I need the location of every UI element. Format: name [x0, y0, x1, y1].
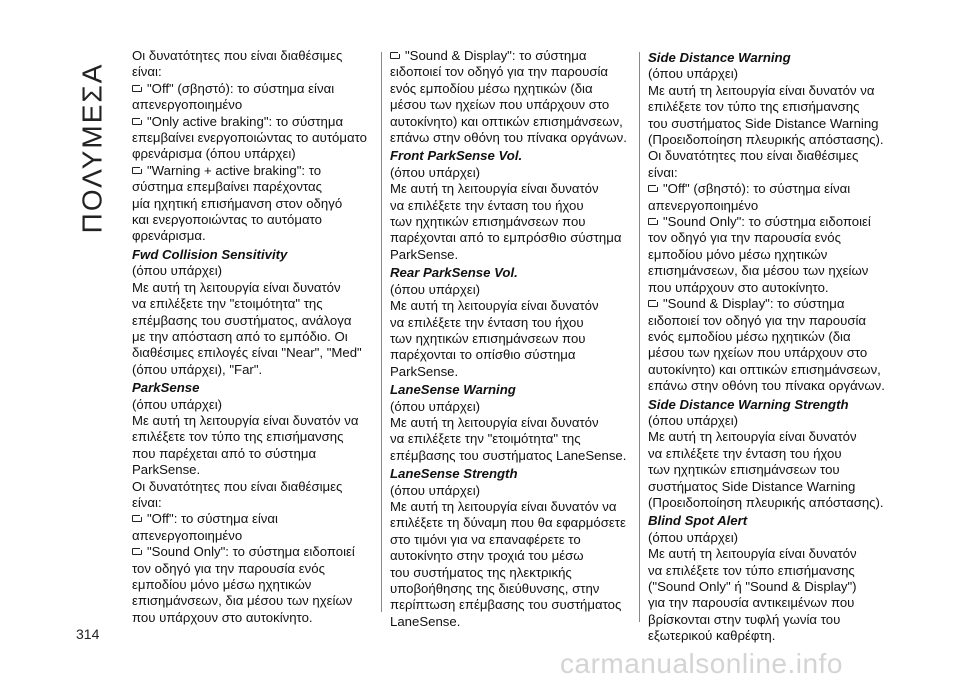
- text-line: (όπου υπάρχει), "Far".: [132, 361, 263, 377]
- text-line: για την παρουσία αντικειμένων που: [648, 595, 855, 611]
- checkbox-icon: [390, 52, 400, 59]
- heading-fwd-collision-sensitivity: Fwd Collision Sensitivity: [132, 246, 288, 262]
- text-line: που υπάρχουν στο αυτοκίνητο.: [648, 279, 829, 295]
- text-line: βρίσκονται στην τυφλή γωνία του: [648, 611, 841, 627]
- checkbox-icon: [132, 548, 142, 555]
- text-line: ειδοποιεί τον οδηγό για την παρουσία: [648, 312, 867, 328]
- text-line: είναι:: [648, 164, 678, 180]
- text-line: επιλέξετε τη δύναμη που θα εφαρμόσετε: [390, 515, 626, 531]
- text-line: να επιλέξετε την "ετοιμότητα" της: [390, 431, 581, 447]
- text-line: συστήματος Side Distance Warning: [648, 478, 856, 494]
- text-line: επέμβασης του συστήματος, ανάλογα: [132, 312, 352, 328]
- text-line: Με αυτή τη λειτουργία είναι δυνατόν: [648, 546, 857, 562]
- heading-front-parksense-vol: Front ParkSense Vol.: [390, 148, 523, 164]
- text-line: (όπου υπάρχει): [648, 66, 739, 82]
- heading-parksense: ParkSense: [132, 380, 200, 396]
- watermark: carmanualsonline.info: [560, 648, 843, 679]
- text-line: Με αυτή τη λειτουργία είναι δυνατόν να: [390, 498, 617, 514]
- text-line: εμποδίου μόνο μέσω ηχητικών: [132, 577, 312, 592]
- text-line: επάνω στην οθόνη του πίνακα οργάνων.: [390, 130, 627, 146]
- text-line: σύστημα επεμβαίνει παρέχοντας: [132, 179, 322, 195]
- text-line: του συστήματος Side Distance Warning: [648, 115, 879, 131]
- text-line: (όπου υπάρχει): [132, 263, 223, 279]
- text-line: ParkSense.: [390, 246, 459, 262]
- text-line: (όπου υπάρχει): [648, 412, 739, 428]
- option-off: "Off" (σβηστό): το σύστημα είναι: [132, 81, 382, 97]
- text-line: επιλέξετε τον τύπο της επισήμανσης: [648, 99, 860, 115]
- checkbox-icon: [648, 300, 658, 307]
- text-line: (όπου υπάρχει): [132, 396, 223, 412]
- option-only-active-braking: "Only active braking": το σύστημα: [132, 114, 382, 130]
- text-line: επάνω στην οθόνη του πίνακα οργάνων.: [648, 378, 885, 394]
- page-number: 314: [76, 626, 100, 642]
- text-line: απενεργοποιημένο: [648, 197, 759, 213]
- text-line: να επιλέξετε την ένταση του ήχου: [648, 445, 842, 461]
- text-line: Οι δυνατότητες που είναι διαθέσιμες: [648, 148, 859, 164]
- text-line: αυτοκίνητο στην τροχιά του μέσω: [390, 548, 584, 564]
- text-line: να επιλέξετε τον τύπο επισήμανσης: [648, 562, 855, 578]
- text-line: Με αυτή τη λειτουργία είναι δυνατόν: [390, 414, 599, 430]
- text-line: επισημάνσεων, δια μέσου των ηχείων: [648, 263, 869, 279]
- text-line: (Προειδοποίηση πλευρικής απόστασης).: [648, 494, 884, 510]
- text-line: απενεργοποιημένο: [132, 527, 243, 543]
- text-line: (όπου υπάρχει): [648, 529, 739, 545]
- checkbox-icon: [648, 185, 658, 192]
- text-line: αυτοκίνητο) και οπτικών επισημάνσεων,: [390, 113, 623, 129]
- option-sound-display: "Sound & Display": το σύστημα: [648, 296, 898, 312]
- text-line: (Προειδοποίηση πλευρικής απόστασης).: [648, 132, 884, 148]
- checkbox-icon: [132, 118, 142, 125]
- text-line: τον οδηγό για την παρουσία ενός: [648, 230, 841, 246]
- text-line: ParkSense.: [390, 363, 459, 379]
- option-sound-only: "Sound Only": το σύστημα ειδοποιεί: [648, 214, 898, 230]
- option-off: "Off" (σβηστό): το σύστημα είναι: [648, 181, 898, 197]
- text-line: (όπου υπάρχει): [390, 164, 481, 180]
- text-line: ("Sound Only" ή "Sound & Display"): [648, 579, 857, 594]
- text-line: διαθέσιμες επιλογές είναι "Near", "Med": [132, 345, 362, 361]
- option-sound-display: "Sound & Display": το σύστημα: [390, 48, 640, 64]
- text-line: παρέχονται από το εμπρόσθιο σύστημα: [390, 230, 622, 246]
- text-line: να επιλέξετε την ένταση του ήχου: [390, 197, 584, 213]
- checkbox-icon: [648, 218, 658, 225]
- text-line: Με αυτή τη λειτουργία είναι δυνατόν: [390, 181, 599, 197]
- text-line: (όπου υπάρχει): [390, 398, 481, 414]
- text-line: παρέχονται το οπίσθιο σύστημα: [390, 347, 576, 363]
- text-line: είναι:: [132, 494, 162, 510]
- text-line: ενός εμποδίου μέσω ηχητικών (δια: [648, 328, 851, 344]
- text-line: αυτοκίνητο) και οπτικών επισημάνσεων,: [648, 361, 881, 377]
- text-line: μέσου των ηχείων που υπάρχουν στο: [390, 97, 610, 113]
- text-line: των ηχητικών επισημάνσεων του: [648, 462, 840, 478]
- text-line: να επιλέξετε την ένταση του ήχου: [390, 314, 584, 330]
- heading-side-distance-warning-strength: Side Distance Warning Strength: [648, 396, 849, 412]
- text-line: φρενάρισμα.: [132, 228, 206, 244]
- section-title: [72, 48, 112, 248]
- column-3: [648, 48, 898, 645]
- option-off: "Off": το σύστημα είναι: [132, 511, 382, 527]
- text-line: μέσου των ηχείων που υπάρχουν στο: [648, 345, 868, 361]
- text-line: επισημάνσεων, δια μέσου των ηχείων: [132, 593, 353, 609]
- text-line: των ηχητικών επισημάνσεων που: [390, 214, 586, 230]
- option-warning-active-braking: "Warning + active braking": το: [132, 163, 382, 179]
- section-title-text: ΠΟΛΥΜΕΣΑ: [76, 62, 107, 234]
- text-line: ειδοποιεί τον οδηγό για την παρουσία: [390, 64, 609, 80]
- text-line: να επιλέξετε την "ετοιμότητα" της: [132, 296, 323, 312]
- text-line: υποβοήθησης της διεύθυνσης, στην: [390, 581, 600, 596]
- heading-rear-parksense-vol: Rear ParkSense Vol.: [390, 265, 518, 281]
- text-line: επέμβασης του συστήματος LaneSense.: [390, 447, 627, 463]
- text-line: επεμβαίνει ενεργοποιώντας το αυτόματο: [132, 130, 367, 146]
- heading-lanesense-warning: LaneSense Warning: [390, 382, 516, 398]
- text-line: φρενάρισμα (όπου υπάρχει): [132, 146, 296, 162]
- text-line: με την απόσταση από το εμπόδιο. Οι: [132, 328, 348, 344]
- text-line: που υπάρχουν στο αυτοκίνητο.: [132, 609, 313, 625]
- text-line: μία ηχητική επισήμανση στον οδηγό: [132, 195, 343, 211]
- text-line: Με αυτή τη λειτουργία είναι δυνατόν να: [132, 412, 359, 428]
- text-line: εμποδίου μόνο μέσω ηχητικών: [648, 246, 828, 262]
- checkbox-icon: [132, 167, 142, 174]
- checkbox-icon: [132, 515, 142, 522]
- text-line: στο τιμόνι για να επαναφέρετε το: [390, 531, 581, 547]
- text-line: Με αυτή τη λειτουργία είναι δυνατόν: [390, 298, 599, 314]
- text-line: ParkSense.: [132, 462, 201, 478]
- text-line: Με αυτή τη λειτουργία είναι δυνατόν να: [648, 82, 875, 98]
- text-line: των ηχητικών επισημάνσεων που: [390, 330, 586, 346]
- text-line: LaneSense.: [390, 613, 461, 629]
- text-line: ενός εμποδίου μέσω ηχητικών (δια: [390, 80, 593, 96]
- heading-side-distance-warning: Side Distance Warning: [648, 50, 791, 65]
- column-2: [390, 48, 640, 630]
- text-line: απενεργοποιημένο: [132, 97, 243, 113]
- heading-blind-spot-alert: Blind Spot Alert: [648, 513, 748, 529]
- text-line: Οι δυνατότητες που είναι διαθέσιμες: [132, 478, 343, 494]
- text-line: περίπτωση επέμβασης του συστήματος: [390, 597, 622, 613]
- text-line: που παρέχεται από το σύστημα: [132, 445, 317, 461]
- text-line: και ενεργοποιώντας το αυτόματο: [132, 212, 322, 228]
- column-1: [132, 48, 382, 626]
- text-line: εξωτερικού καθρέφτη.: [648, 628, 776, 644]
- text-line: Με αυτή τη λειτουργία είναι δυνατόν: [132, 279, 341, 295]
- text-line: Με αυτή τη λειτουργία είναι δυνατόν: [648, 429, 857, 445]
- checkbox-icon: [132, 85, 142, 92]
- text-line: επιλέξετε τον τύπο της επισήμανσης: [132, 429, 344, 445]
- text-line: είναι:: [132, 64, 162, 80]
- text-line: του συστήματος της ηλεκτρικής: [390, 564, 572, 580]
- option-sound-only: "Sound Only": το σύστημα ειδοποιεί: [132, 544, 382, 560]
- heading-lanesense-strength: LaneSense Strength: [390, 466, 518, 482]
- text-line: (όπου υπάρχει): [390, 281, 481, 297]
- text-line: Οι δυνατότητες που είναι διαθέσιμες: [132, 48, 343, 63]
- text-line: τον οδηγό για την παρουσία ενός: [132, 560, 325, 576]
- text-line: (όπου υπάρχει): [390, 482, 481, 498]
